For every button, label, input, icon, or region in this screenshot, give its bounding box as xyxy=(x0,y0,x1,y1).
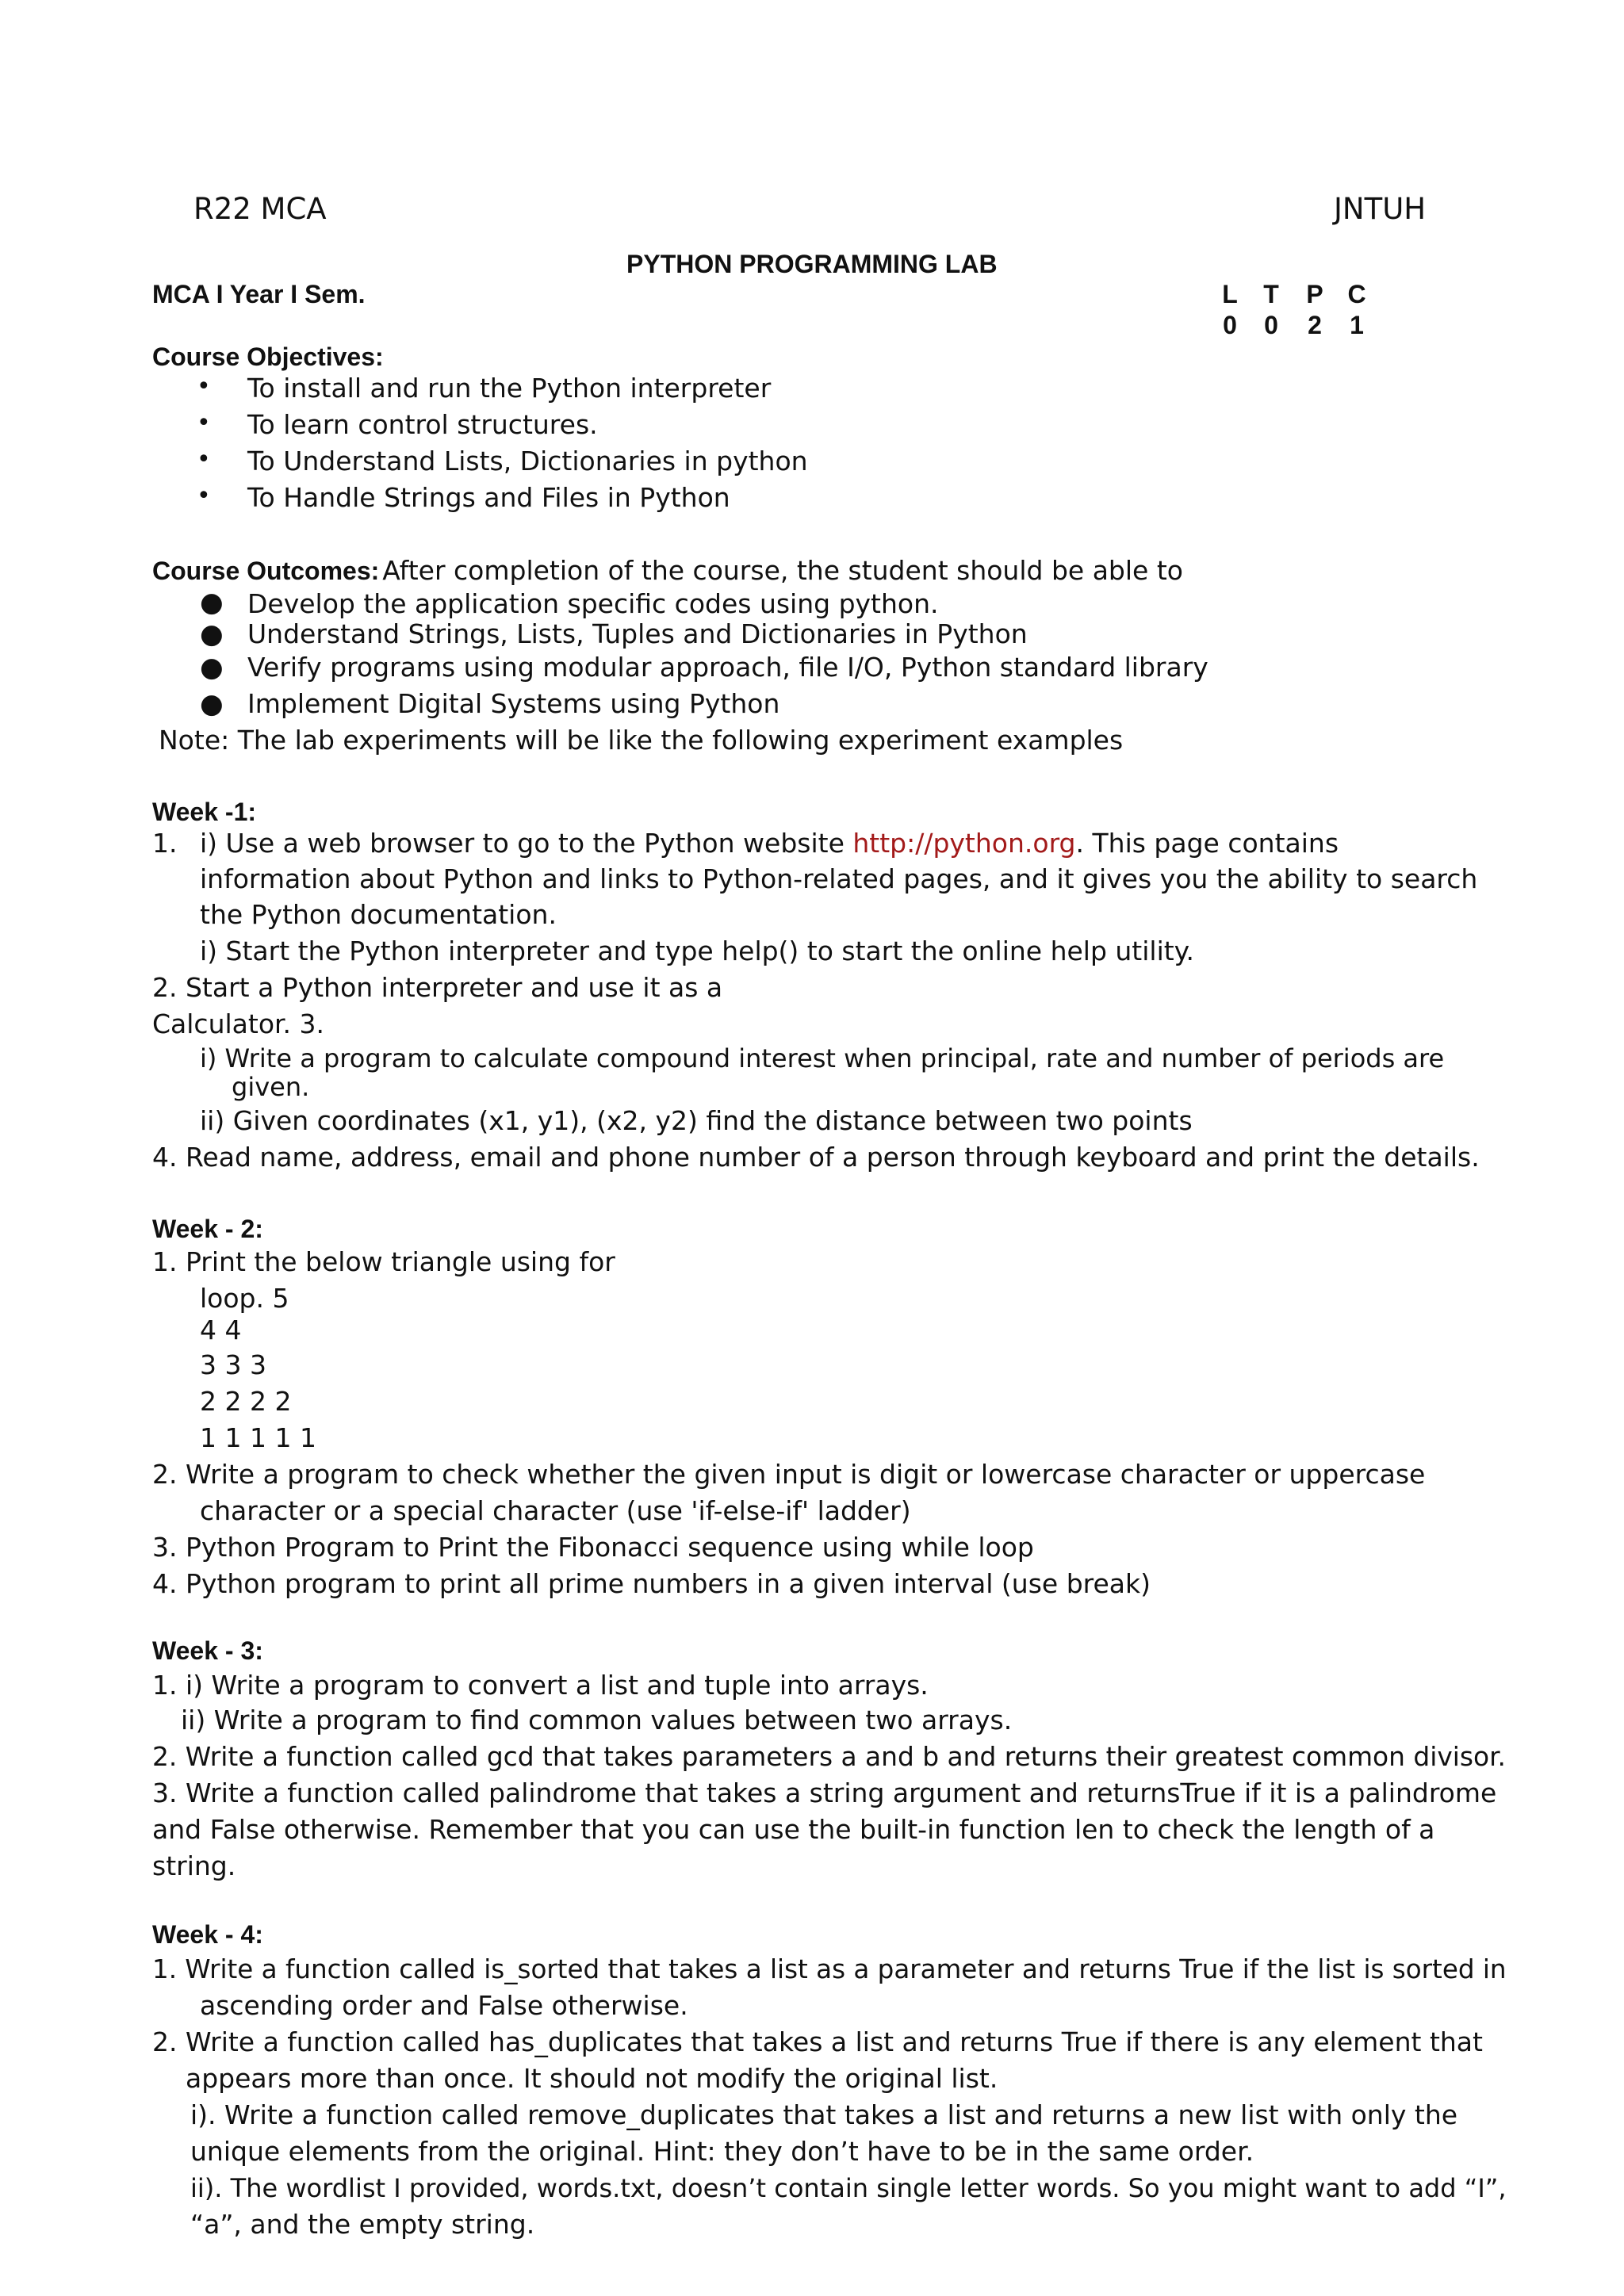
week1-line-8: given. xyxy=(232,1072,310,1102)
bullet-icon: • xyxy=(197,409,211,437)
ltpc-value-l: 0 xyxy=(1223,311,1237,339)
week1-num-1: 1. xyxy=(152,828,178,859)
objective-item: To Understand Lists, Dictionaries in python xyxy=(247,446,808,476)
week1-line-3: the Python documentation. xyxy=(200,899,557,930)
week3-line-4: 3. Write a function called palindrome that takes a string argument and returnsTrue if it is a palindrome xyxy=(152,1777,1497,1808)
week4-line-4: appears more than once. It should not modify the original list. xyxy=(186,2063,998,2094)
triangle-row: 2 2 2 2 xyxy=(200,1386,292,1417)
outcome-item: Understand Strings, Lists, Tuples and Dictionaries in Python xyxy=(247,618,1028,649)
ltpc-value-p: 2 xyxy=(1308,311,1322,339)
week3-line-3: 2. Write a function called gcd that takes parameters a and b and returns their greatest common divisor. xyxy=(152,1742,1506,1772)
triangle-row: 1 1 1 1 1 xyxy=(200,1422,316,1453)
triangle-row: 3 3 3 xyxy=(200,1349,266,1380)
outcomes-heading: Course Outcomes: xyxy=(152,557,380,585)
bullet-icon: • xyxy=(197,446,211,473)
header-left: R22 MCA xyxy=(193,192,327,226)
bullet-icon: • xyxy=(197,482,211,510)
page-title: PYTHON PROGRAMMING LAB xyxy=(626,250,998,278)
ltpc-label-t: T xyxy=(1263,280,1279,308)
week3-heading: Week - 3: xyxy=(152,1636,263,1665)
ltpc-label-p: P xyxy=(1306,280,1323,308)
bullet-icon: ● xyxy=(200,652,224,683)
week2-line-2: 2. Write a program to check whether the given input is digit or lowercase character or uppercase xyxy=(152,1459,1426,1490)
ltpc-values xyxy=(1209,309,1376,341)
week4-line-1: 1. Write a function called is_sorted that takes a list as a parameter and returns True if the list is sorted in xyxy=(152,1954,1507,1984)
week1-line-6: Calculator. 3. xyxy=(152,1008,325,1039)
objectives-heading: Course Objectives: xyxy=(152,342,384,371)
week2-line-4: 3. Python Program to Print the Fibonacci sequence using while loop xyxy=(152,1532,1034,1563)
bullet-icon: ● xyxy=(200,618,224,650)
week1-heading: Week -1: xyxy=(152,798,257,826)
week2-line-3: character or a special character (use 'if-else-if' ladder) xyxy=(200,1495,911,1526)
bullet-icon: • xyxy=(197,373,211,400)
semester-label: MCA I Year I Sem. xyxy=(152,280,366,308)
week1-line-10: 4. Read name, address, email and phone number of a person through keyboard and print the details. xyxy=(152,1142,1480,1173)
header-right: JNTUH xyxy=(1334,192,1427,226)
objective-item: To Handle Strings and Files in Python xyxy=(247,482,730,513)
outcome-item: Develop the application specific codes using python. xyxy=(247,588,939,619)
week1-line-1b: . This page contains xyxy=(1075,828,1339,859)
ltpc-labels xyxy=(1209,278,1376,310)
outcomes-intro-line xyxy=(152,553,1183,588)
bullet-icon: ● xyxy=(200,587,224,618)
outcomes-intro: After completion of the course, the student should be able to xyxy=(382,555,1183,586)
week2-heading: Week - 2: xyxy=(152,1215,263,1243)
week3-line-1: 1. i) Write a program to convert a list and tuple into arrays. xyxy=(152,1670,929,1701)
week1-line-2: information about Python and links to Python-related pages, and it gives you the ability to search xyxy=(200,863,1478,894)
week1-line-5: 2. Start a Python interpreter and use it as a xyxy=(152,972,723,1003)
week4-line-7: ii). The wordlist I provided, words.txt, doesn’t contain single letter words. So you might want to add “I”, xyxy=(190,2173,1507,2203)
ltpc-value-t: 0 xyxy=(1264,311,1278,339)
week1-line-1a: i) Use a web browser to go to the Python website xyxy=(200,828,853,859)
week2-line-5: 4. Python program to print all prime numbers in a given interval (use break) xyxy=(152,1568,1151,1599)
week3-line-5: and False otherwise. Remember that you can use the built-in function len to check the length of a xyxy=(152,1814,1435,1845)
ltpc-label-c: C xyxy=(1347,280,1366,308)
ltpc-value-c: 1 xyxy=(1350,311,1364,339)
week4-line-6: unique elements from the original. Hint: they don’t have to be in the same order. xyxy=(190,2136,1254,2167)
triangle-row: loop. 5 xyxy=(200,1283,289,1314)
week1-line-1 xyxy=(200,826,1339,861)
week4-line-5: i). Write a function called remove_duplicates that takes a list and returns a new list with only the xyxy=(190,2099,1458,2130)
objective-item: To learn control structures. xyxy=(247,409,598,440)
outcome-item: Implement Digital Systems using Python xyxy=(247,688,780,719)
objective-item: To install and run the Python interpreter xyxy=(247,373,772,404)
week3-line-6: string. xyxy=(152,1850,236,1881)
bullet-icon: ● xyxy=(200,688,224,720)
week4-line-8: “a”, and the empty string. xyxy=(190,2209,535,2240)
week4-line-3: 2. Write a function called has_duplicates that takes a list and returns True if there is any element that xyxy=(152,2026,1483,2057)
week1-line-9: ii) Given coordinates (x1, y1), (x2, y2) find the distance between two points xyxy=(200,1105,1193,1136)
week3-line-2: ii) Write a program to find common values between two arrays. xyxy=(181,1705,1013,1735)
week1-line-4: i) Start the Python interpreter and type help() to start the online help utility. xyxy=(200,936,1194,966)
week4-heading: Week - 4: xyxy=(152,1920,263,1949)
triangle-row: 4 4 xyxy=(200,1314,242,1345)
week1-line-7: i) Write a program to calculate compound interest when principal, rate and number of periods are xyxy=(200,1043,1445,1073)
ltpc-label-l: L xyxy=(1222,280,1238,308)
python-org-link[interactable]: http://python.org xyxy=(852,828,1076,859)
week4-line-2: ascending order and False otherwise. xyxy=(200,1990,688,2021)
note-text: Note: The lab experiments will be like the following experiment examples xyxy=(159,725,1124,756)
week2-line-1: 1. Print the below triangle using for xyxy=(152,1246,615,1277)
outcome-item: Verify programs using modular approach, file I/O, Python standard library xyxy=(247,652,1208,683)
